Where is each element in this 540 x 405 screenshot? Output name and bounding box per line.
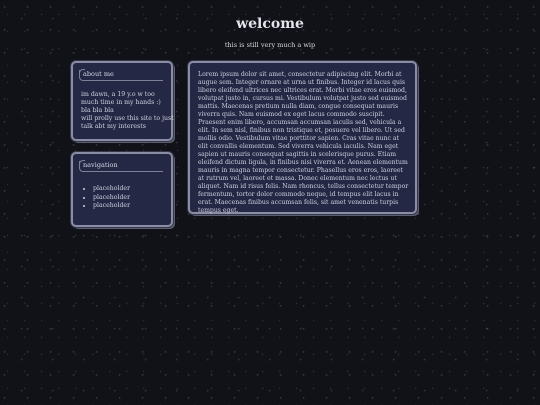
main-content-panel [188,61,417,214]
navigation-panel [71,152,173,227]
about-me-text [81,91,174,131]
nav-item[interactable] [93,202,130,211]
about-line: bla bla bla [81,107,114,114]
main-body-text: Lorem ipsum dolor sit amet, consectetur adipiscing elit. Morbi at augue sem. Integer ornare at urna ut finibus. Integer id lacus quis libero eleifend ultrices nec ultrices erat. Morbi vitae eros euismod, volutpat justo in, cursus mi. Vestibulum volutpat justo sed euismod mattis. Maecenas pretium nulla diam, congue consequat mauris viverra quis. Nam euismod ex eget lacus commodo suscipit. Praesent enim libero, accumsan accumsan iaculis sed, vehicula a elit. In sem nisl, finibus non tristique et, posuere vel libero. Ut sed mollis odio. Vestibulum vitae porttitor sapien. Cras vitae nunc at elit convallis elementum. Sed viverra vehicula iaculis. Nam eget sapien ut mauris consequat sagittis in scelerisque purus. Etiam eleifend dictum ligula, in finibus nisi viverra et. Aenean elementum mauris in magna tempor consectetur. Phasellus eros eros, laoreet at rutrum vel, laoreet et massa. Donec elementum nec lectus ut aliquet. Nam id risus felis. Nam rhoncus, tellus consectetur tempor fermentum, tortor dolor commodo neque, id tempus elit lacus in erat. Maecenas finibus accumsan felis, sit amet venenatis turpis tempus eget. [198,71,409,214]
page-title: welcome [236,16,304,32]
about-line: much time in my hands :) [81,99,161,106]
nav-link-placeholder-1[interactable]: placeholder [93,185,131,192]
nav-item[interactable] [93,185,130,194]
about-me-panel [71,61,173,141]
navigation-list [81,185,130,211]
nav-link-placeholder-3[interactable]: placeholder [93,202,131,209]
navigation-heading: navigation [79,161,163,172]
about-me-heading: about me [79,70,163,81]
nav-link-placeholder-2[interactable]: placeholder [93,193,131,201]
nav-item[interactable] [93,194,130,203]
about-line: talk abt my interests [81,123,146,130]
about-line: im dawn, a 19 y.o w too [81,91,155,98]
page-subtitle: this is still very much a wip [224,41,316,49]
about-line: will prolly use this site to just [81,115,174,122]
